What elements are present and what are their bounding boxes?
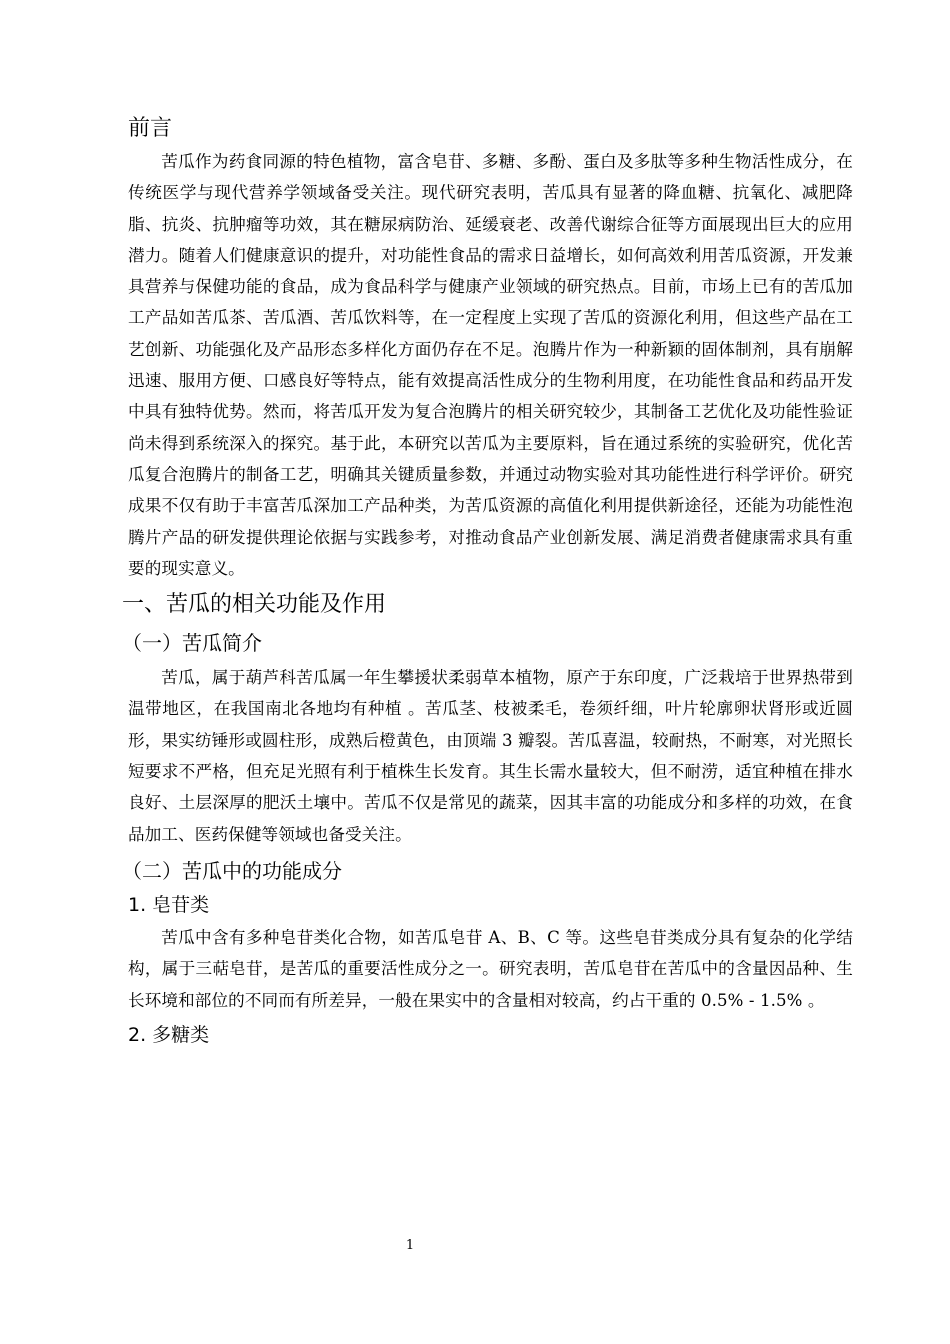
chapter-1-title: 一、苦瓜的相关功能及作用 <box>122 592 387 618</box>
subsection-saponins-paragraph: 苦瓜中含有多种皂苷类化合物，如苦瓜皂苷 A、B、C 等。这些皂苷类成分具有复杂的化学结构，属于三萜皂苷，是苦瓜的重要活性成分之一。研究表明，苦瓜皂苷在苦瓜中的含量因品种、生长环境和部位的不同而有所差异，一般在果实中的含量相对较高，约占干重的 0.5% - 1.5% 。 <box>128 927 853 1010</box>
preface-title: 前言 <box>128 116 173 141</box>
page-number: 1 <box>405 1238 415 1253</box>
subsection-polysaccharides-title: 2. 多糖类 <box>128 1023 210 1046</box>
section-2-title: （二）苦瓜中的功能成分 <box>122 858 342 883</box>
subsection-saponins-title: 1. 皂苷类 <box>128 893 210 916</box>
preface-paragraph: 苦瓜作为药食同源的特色植物，富含皂苷、多糖、多酚、蛋白及多肽等多种生物活性成分，在传统医学与现代营养学领域备受关注。现代研究表明，苦瓜具有显著的降血糖、抗氧化、减肥降脂、抗炎、抗肿瘤等功效，其在糖尿病防治、延缓衰老、改善代谢综合征等方面展现出巨大的应用潜力。随着人们健康意识的提升，对功能性食品的需求日益增长，如何高效利用苦瓜资源，开发兼具营养与保健功能的食品，成为食品科学与健康产业领域的研究热点。目前，市场上已有的苦瓜加工产品如苦瓜茶、苦瓜酒、苦瓜饮料等，在一定程度上实现了苦瓜的资源化利用，但这些产品在工艺创新、功能强化及产品形态多样化方面仍存在不足。泡腾片作为一种新颖的固体制剂，具有崩解迅速、服用方便、口感良好等特点，能有效提高活性成分的生物利用度，在功能性食品和药品开发中具有独特优势。然而，将苦瓜开发为复合泡腾片的相关研究较少，其制备工艺优化及功能性验证尚未得到系统深入的探究。基于此，本研究以苦瓜为主要原料，旨在通过系统的实验研究，优化苦瓜复合泡腾片的制备工艺，明确其关键质量参数，并通过动物实验对其功能性进行科学评价。研究成果不仅有助于丰富苦瓜深加工产品种类，为苦瓜资源的高值化利用提供新途径，还能为功能性泡腾片产品的研发提供理论依据与实践参考，对推动食品产业创新发展、满足消费者健康需求具有重要的现实意义。 <box>128 152 853 578</box>
section-1-paragraph: 苦瓜，属于葫芦科苦瓜属一年生攀援状柔弱草本植物，原产于东印度，广泛栽培于世界热带到温带地区，在我国南北各地均有种植 。苦瓜茎、枝被柔毛，卷须纤细，叶片轮廓卵状肾形或近圆形，果实纺锤形或圆柱形，成熟后橙黄色，由顶端 3 瓣裂。苦瓜喜温，较耐热，不耐寒，对光照长短要求不严格，但充足光照有利于植株生长发育。其生长需水量较大，但不耐涝，适宜种植在排水良好、土层深厚的肥沃土壤中。苦瓜不仅是常见的蔬菜，因其丰富的功能成分和多样的功效，在食品加工、医药保健等领域也备受关注。 <box>128 668 853 844</box>
document-page <box>122 112 853 1052</box>
section-1-title: （一）苦瓜简介 <box>122 631 262 656</box>
